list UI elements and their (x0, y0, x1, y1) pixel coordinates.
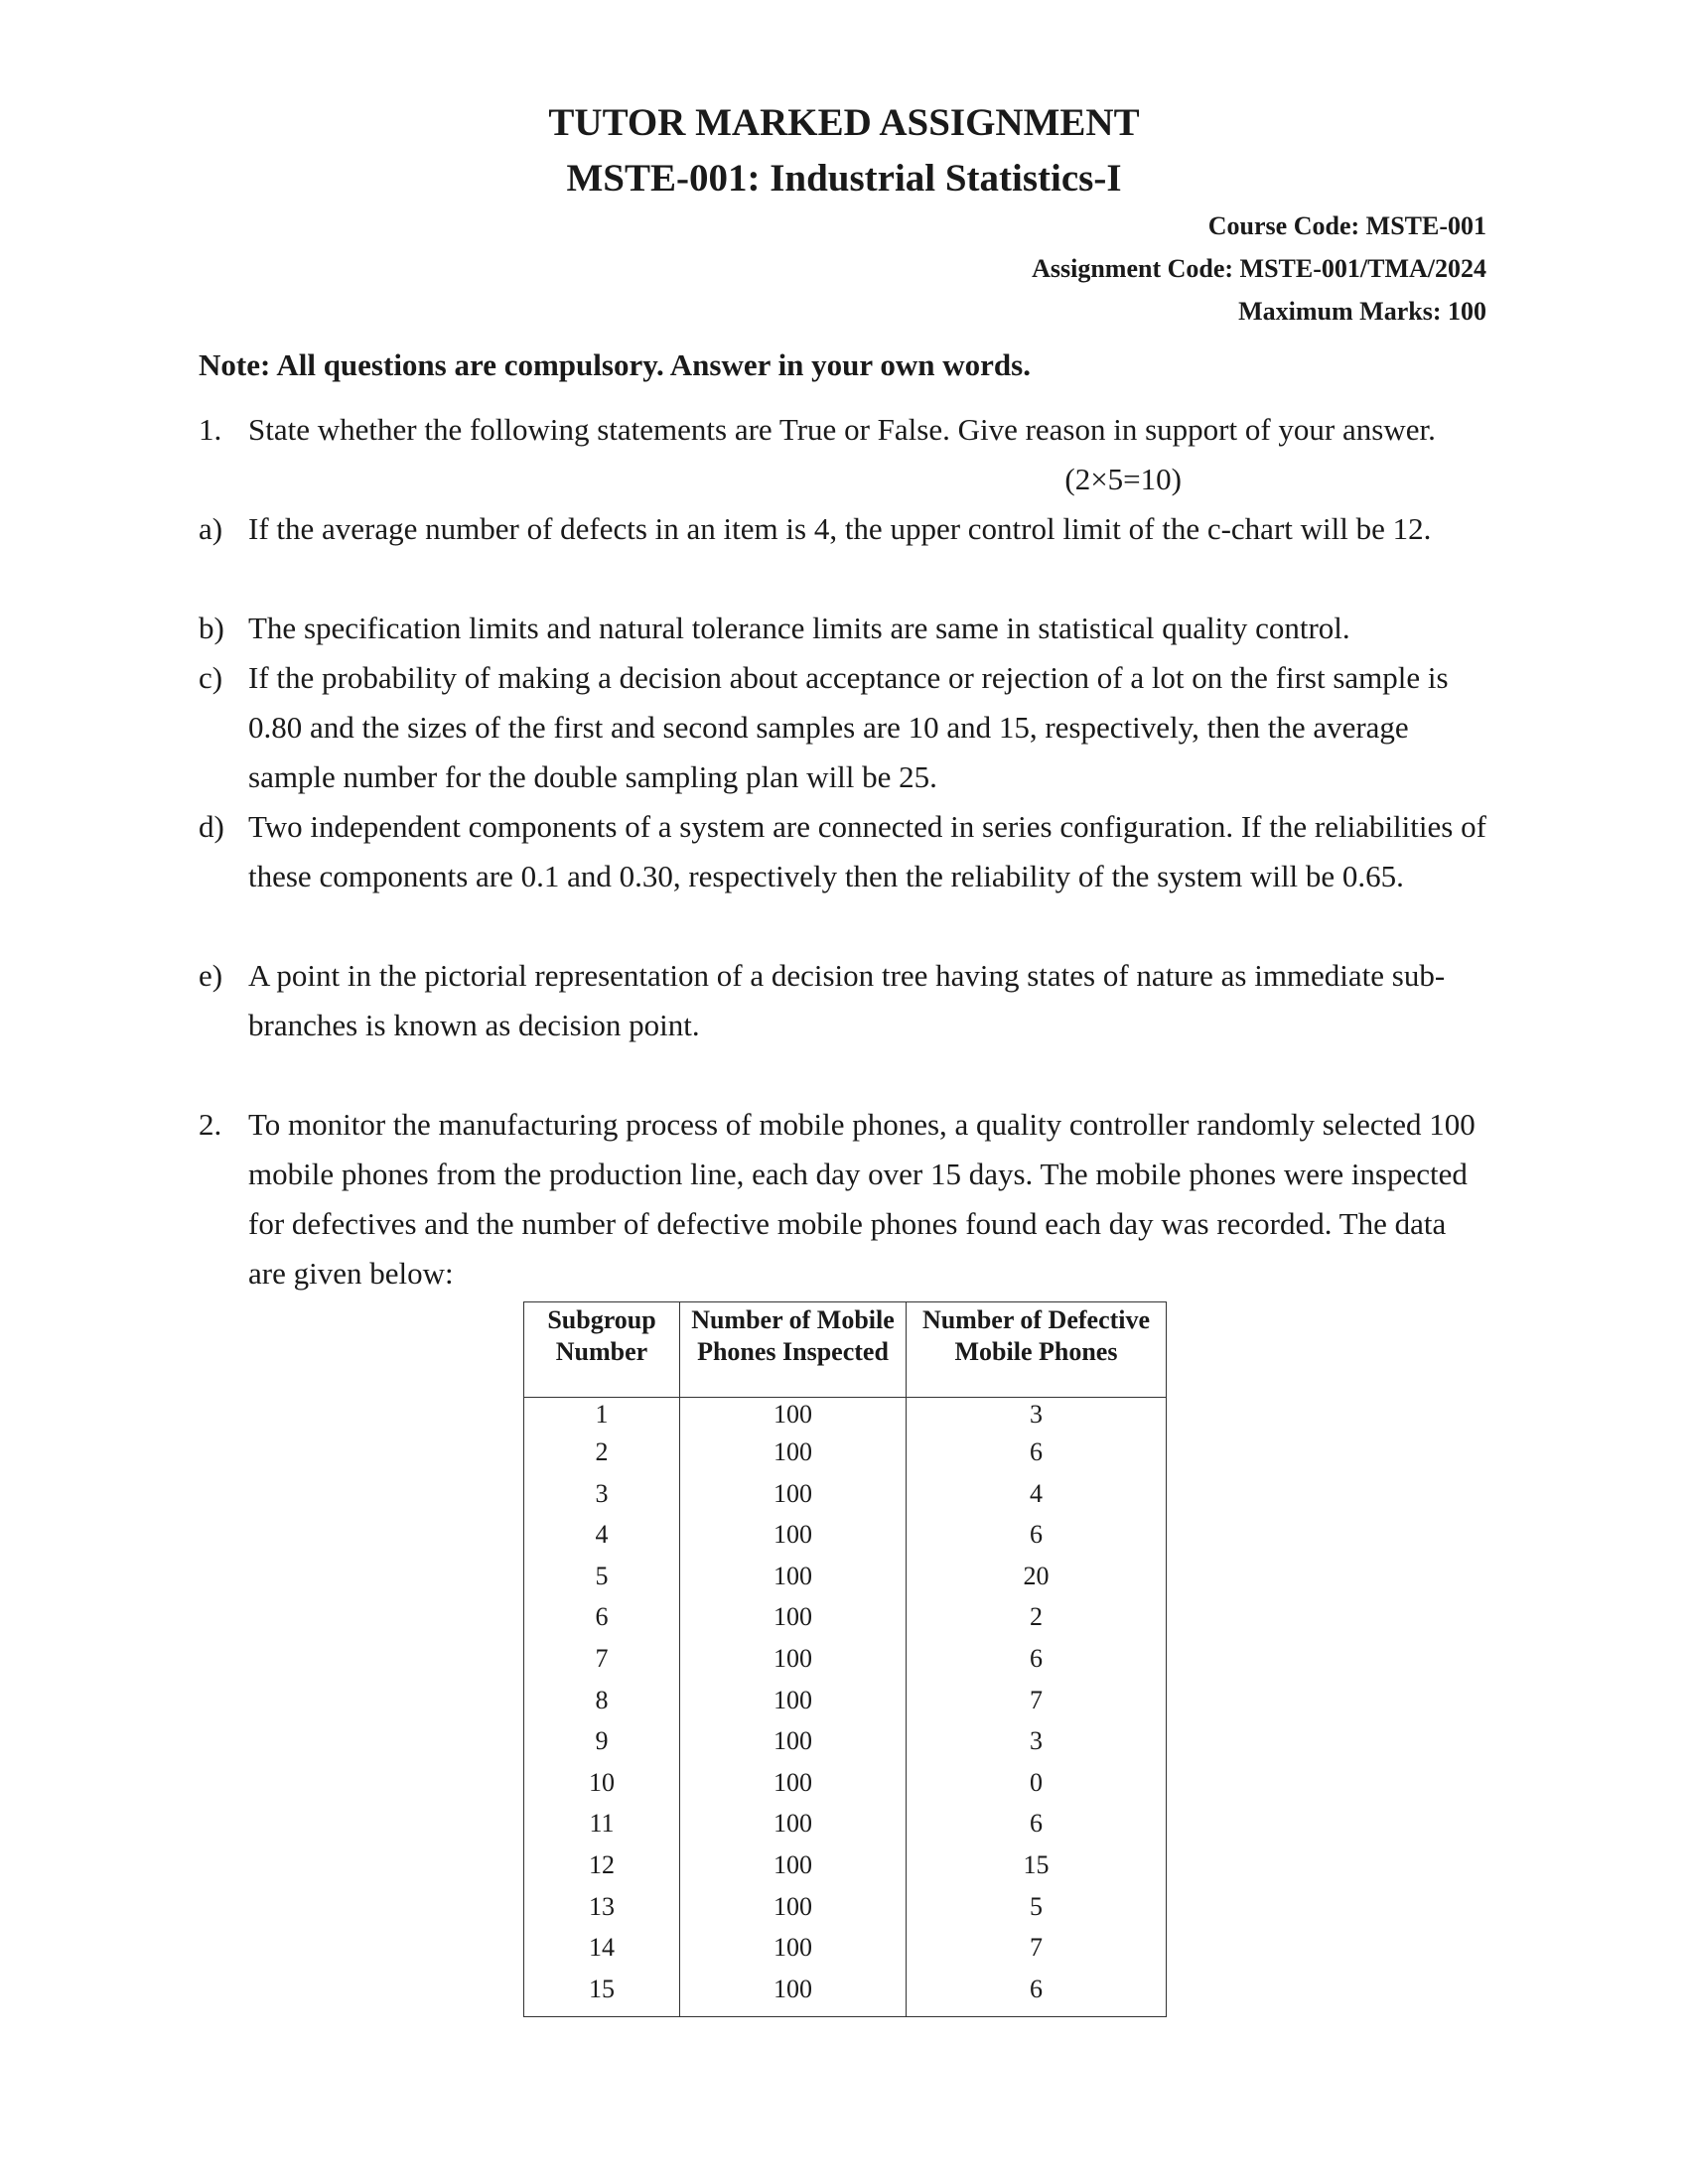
table-cell: 100 (680, 1596, 907, 1638)
table-row (524, 1969, 1167, 2017)
part-label: d) (199, 809, 224, 844)
table-row (524, 1596, 1167, 1638)
assignment-code: Assignment Code: MSTE-001/TMA/2024 (1032, 254, 1486, 283)
table-cell: 100 (680, 1556, 907, 1597)
question-text: To monitor the manufacturing process of mobile phones, a quality controller randomly selected 100 mobile phones from the production line, each day over 15 days. The mobile phones were inspected for defectives and the number of defective mobile phones found each day was recorded. The data are given below: (248, 1107, 1476, 1291)
table-cell: 3 (907, 1398, 1167, 1433)
table-cell: 6 (907, 1432, 1167, 1473)
table-cell: 100 (680, 1680, 907, 1721)
part-label: a) (199, 511, 223, 546)
table-cell: 6 (907, 1803, 1167, 1844)
table-cell: 2 (907, 1596, 1167, 1638)
table-cell: 9 (524, 1720, 680, 1762)
table-cell: 3 (907, 1720, 1167, 1762)
table-row (524, 1638, 1167, 1680)
column-header: Subgroup Number (524, 1302, 680, 1398)
maximum-marks: Maximum Marks: 100 (1238, 297, 1486, 326)
table-cell: 14 (524, 1927, 680, 1969)
table-cell: 5 (907, 1886, 1167, 1928)
table-cell: 8 (524, 1680, 680, 1721)
table-row (524, 1803, 1167, 1844)
table-cell: 12 (524, 1844, 680, 1886)
defectives-data-table (523, 1301, 1167, 2017)
part-text: If the probability of making a decision about acceptance or rejection of a lot on the first sample is 0.80 and the sizes of the first and second samples are 10 and 15, respectively, then the average sample number for the double sampling plan will be 25. (248, 660, 1449, 794)
table-row (524, 1720, 1167, 1762)
table-cell: 2 (524, 1432, 680, 1473)
column-header: Number of Mobile Phones Inspected (680, 1302, 907, 1398)
table-cell: 100 (680, 1803, 907, 1844)
table-row (524, 1844, 1167, 1886)
table-cell: 100 (680, 1969, 907, 2017)
table-cell: 7 (907, 1927, 1167, 1969)
table-cell: 6 (524, 1596, 680, 1638)
table-cell: 15 (907, 1844, 1167, 1886)
table-cell: 100 (680, 1927, 907, 1969)
table-cell: 7 (907, 1680, 1167, 1721)
part-text: A point in the pictorial representation of a decision tree having states of nature as immediate sub-branches is known as decision point. (248, 958, 1446, 1042)
table-cell: 100 (680, 1844, 907, 1886)
table-row (524, 1398, 1167, 1433)
part-label: e) (199, 958, 223, 993)
table-cell: 6 (907, 1638, 1167, 1680)
table-row (524, 1680, 1167, 1721)
table-row (524, 1556, 1167, 1597)
part-text: Two independent components of a system are connected in series configuration. If the reliabilities of these components are 0.1 and 0.30, respectively then the reliability of the system will be 0.65. (248, 809, 1486, 893)
question-number: 2. (199, 1107, 222, 1142)
question-number: 1. (199, 412, 222, 447)
table-cell: 4 (524, 1514, 680, 1556)
table-cell: 7 (524, 1638, 680, 1680)
table-header-row (524, 1302, 1167, 1398)
table-cell: 100 (680, 1473, 907, 1515)
question-text: State whether the following statements are True or False. Give reason in support of your answer. (248, 412, 1436, 447)
question-marks: (2×5=10) (1064, 462, 1182, 496)
part-label: b) (199, 611, 224, 645)
table-cell: 100 (680, 1720, 907, 1762)
part-text: If the average number of defects in an item is 4, the upper control limit of the c-chart will be 12. (248, 511, 1432, 546)
table-cell: 100 (680, 1398, 907, 1433)
course-title: MSTE-001: Industrial Statistics-I (566, 157, 1122, 200)
part-label: c) (199, 660, 223, 695)
table-cell: 0 (907, 1762, 1167, 1804)
table-row (524, 1886, 1167, 1928)
instructions-note: Note: All questions are compulsory. Answer in your own words. (199, 347, 1031, 382)
table-cell: 11 (524, 1803, 680, 1844)
table-cell: 6 (907, 1969, 1167, 2017)
table-cell: 10 (524, 1762, 680, 1804)
table-cell: 100 (680, 1638, 907, 1680)
table-cell: 4 (907, 1473, 1167, 1515)
table-cell: 13 (524, 1886, 680, 1928)
table-cell: 1 (524, 1398, 680, 1433)
table-cell: 100 (680, 1514, 907, 1556)
table-cell: 100 (680, 1432, 907, 1473)
table-cell: 100 (680, 1762, 907, 1804)
table-row (524, 1762, 1167, 1804)
course-code: Course Code: MSTE-001 (1207, 211, 1486, 240)
table-row (524, 1927, 1167, 1969)
table-cell: 15 (524, 1969, 680, 2017)
table-cell: 20 (907, 1556, 1167, 1597)
table-row (524, 1473, 1167, 1515)
table-cell: 6 (907, 1514, 1167, 1556)
table-cell: 3 (524, 1473, 680, 1515)
column-header: Number of Defective Mobile Phones (907, 1302, 1167, 1398)
table-row (524, 1514, 1167, 1556)
table-cell: 5 (524, 1556, 680, 1597)
part-text: The specification limits and natural tolerance limits are same in statistical quality control. (248, 611, 1350, 645)
page-title: TUTOR MARKED ASSIGNMENT (548, 101, 1140, 144)
table-cell: 100 (680, 1886, 907, 1928)
table-row (524, 1432, 1167, 1473)
question-1 (199, 405, 1489, 504)
